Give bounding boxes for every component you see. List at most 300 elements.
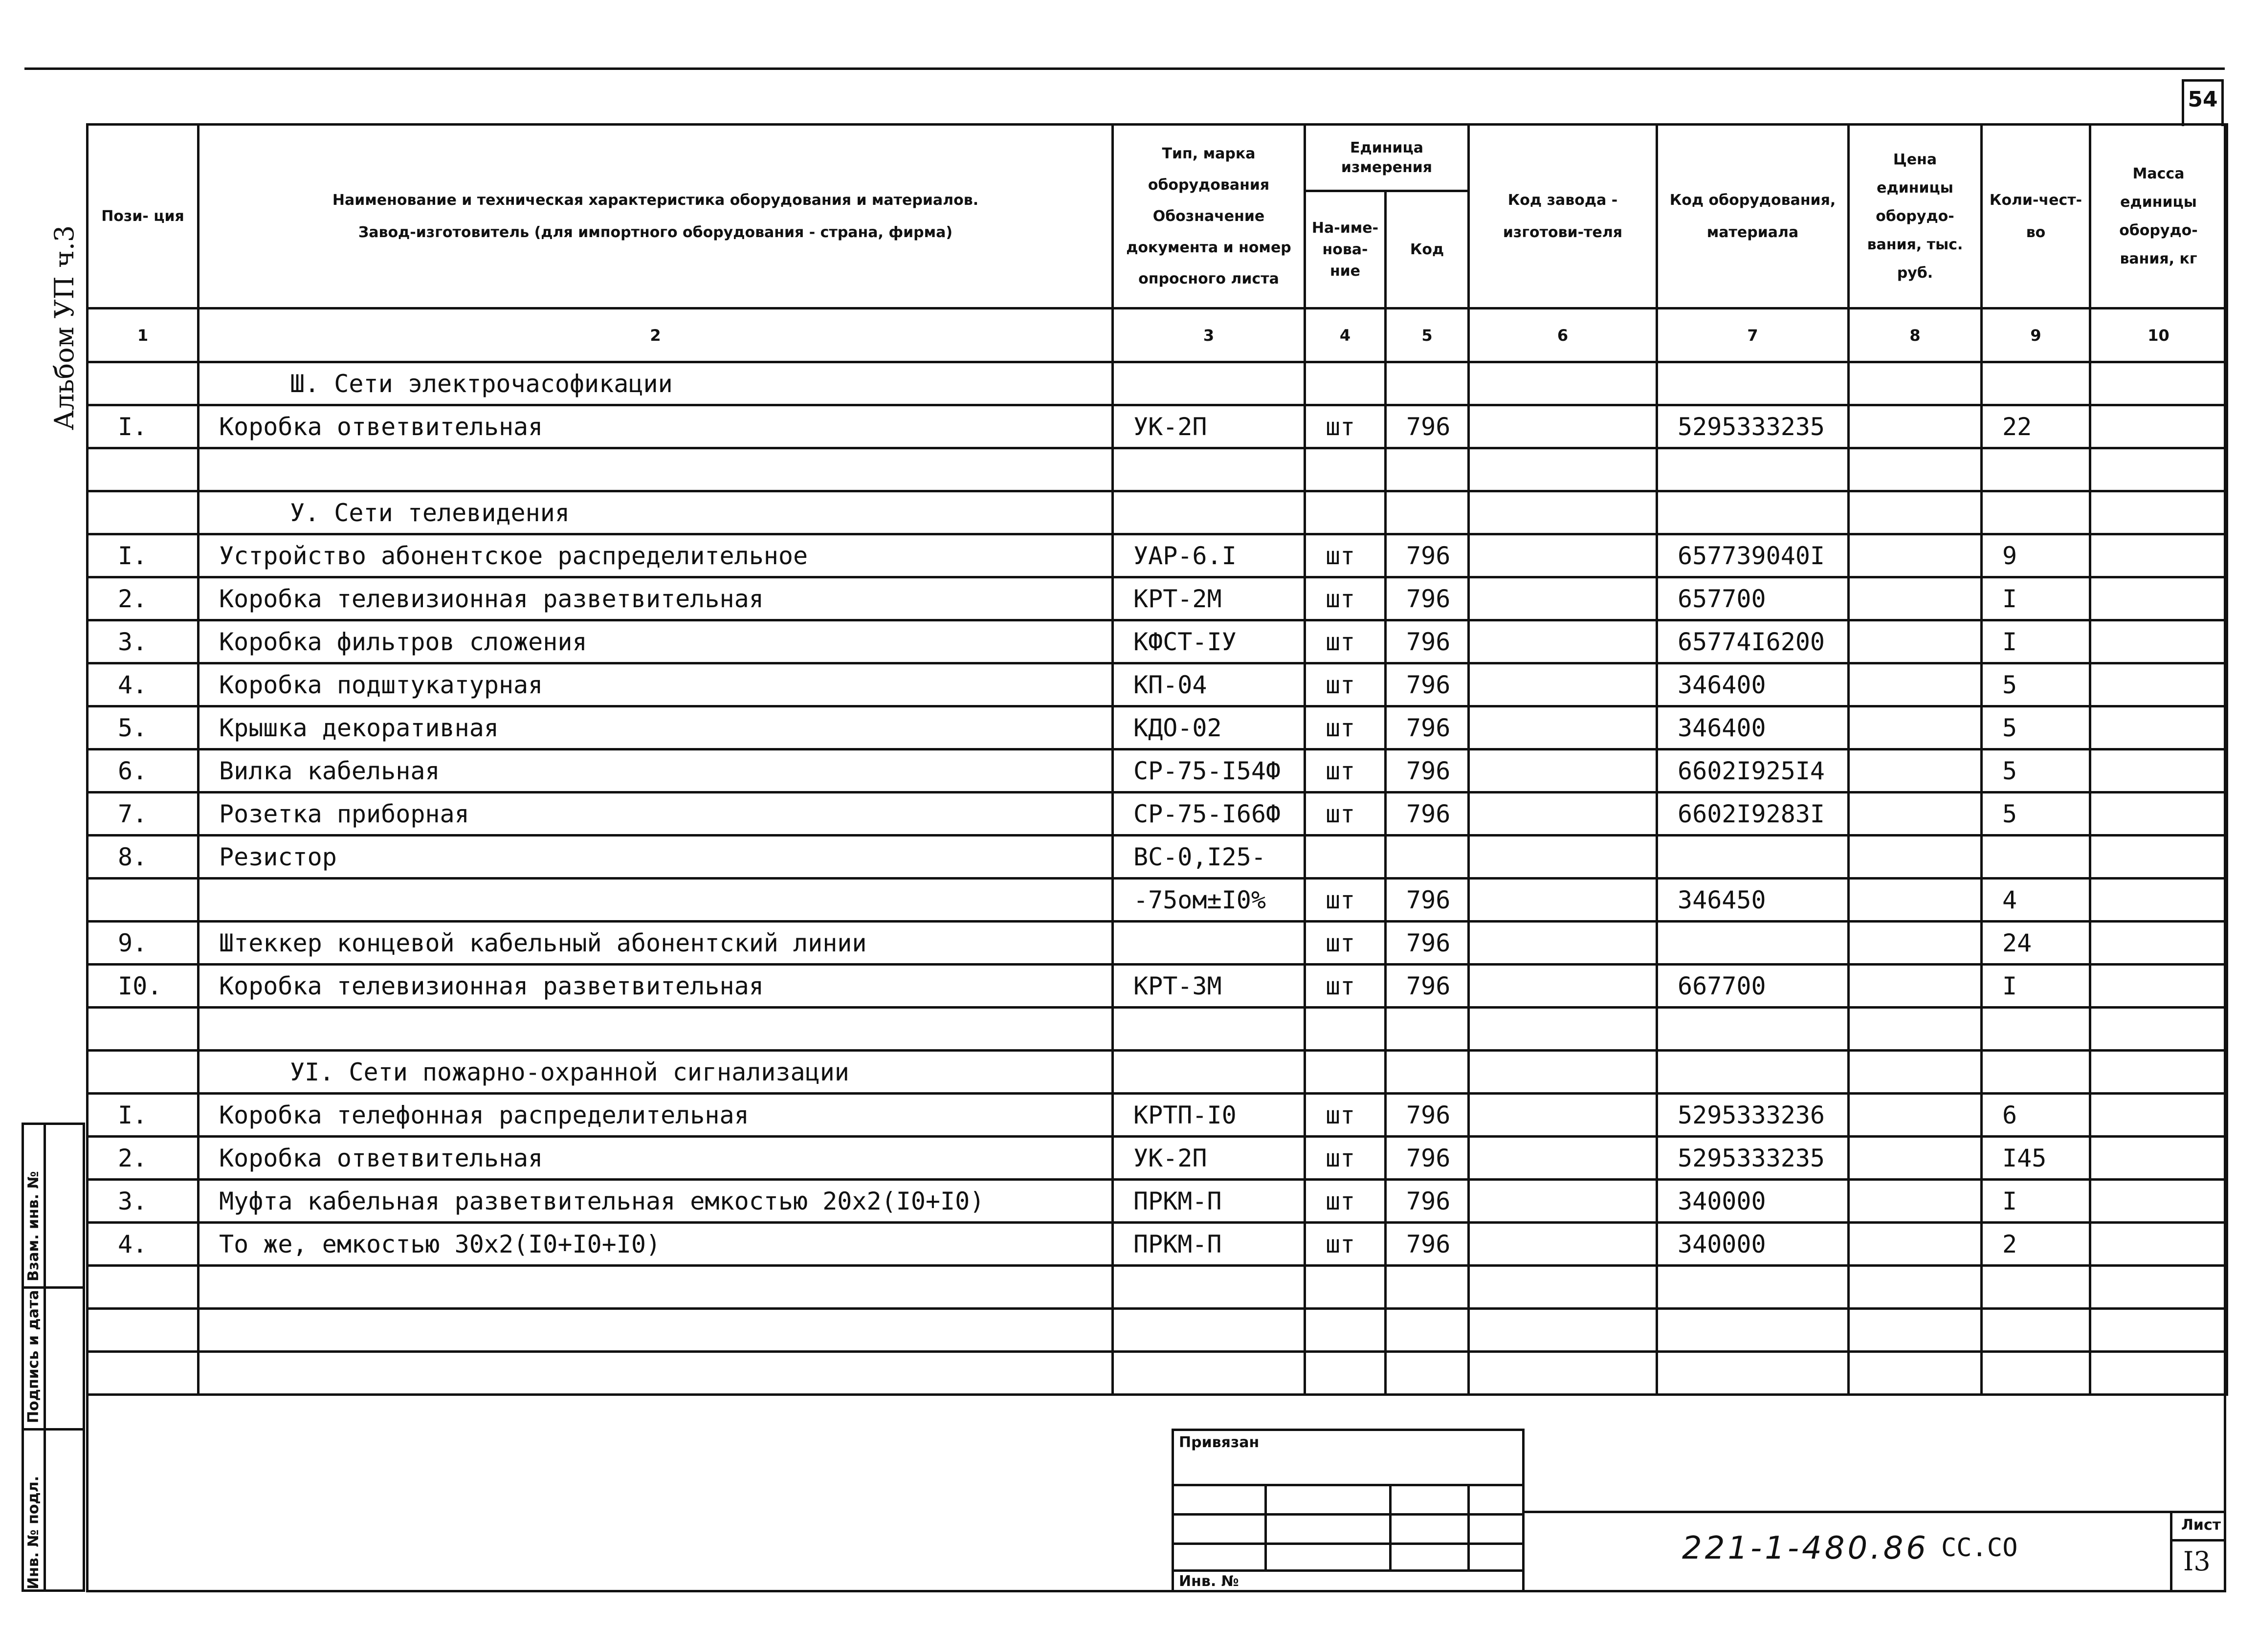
cell-code bbox=[1386, 448, 1469, 491]
cell-code bbox=[1386, 1266, 1469, 1309]
cell-unit bbox=[1305, 1008, 1386, 1051]
cell-code: 796 bbox=[1386, 879, 1469, 922]
cell-mark: УК-2П bbox=[1113, 1137, 1305, 1180]
col-header-4: На-име-нова-ние bbox=[1305, 191, 1386, 308]
cell-price bbox=[1849, 879, 1982, 922]
col-header-5: Код bbox=[1386, 191, 1469, 308]
col-num-1: 1 bbox=[88, 308, 199, 362]
cell-name: Крышка декоративная bbox=[199, 706, 1113, 749]
col-num-10: 10 bbox=[2090, 308, 2227, 362]
sheet-box bbox=[2170, 1511, 2226, 1592]
cell-name: Коробка фильтров сложения bbox=[199, 620, 1113, 663]
sheet-number: 54 bbox=[2188, 87, 2218, 112]
cell-qty bbox=[1982, 1309, 2090, 1352]
col-num-6: 6 bbox=[1469, 308, 1657, 362]
col-header-10: Масса единицы оборудо-вания, кг bbox=[2090, 125, 2227, 308]
cell-qty: I bbox=[1982, 620, 2090, 663]
cell-name: То же, емкостью 30х2(I0+I0+I0) bbox=[199, 1223, 1113, 1266]
cell-name: Коробка телевизионная разветвительная bbox=[199, 577, 1113, 620]
cell-qty: I45 bbox=[1982, 1137, 2090, 1180]
cell-equip_code: 5295333236 bbox=[1657, 1094, 1849, 1137]
col-header-3: Тип, марка оборудования Обозначение документа и номер опросного листа bbox=[1113, 125, 1305, 308]
cell-unit bbox=[1305, 1051, 1386, 1094]
side-stamp-sign: Подпись и дата bbox=[25, 1290, 42, 1423]
cell-unit: шт bbox=[1305, 706, 1386, 749]
col-num-3: 3 bbox=[1113, 308, 1305, 362]
cell-price bbox=[1849, 836, 1982, 879]
cell-price bbox=[1849, 1137, 1982, 1180]
table-row bbox=[88, 1180, 2227, 1223]
cell-mass bbox=[2090, 577, 2227, 620]
cell-qty: 4 bbox=[1982, 879, 2090, 922]
cell-name: Муфта кабельная разветвительная емкостью 20х2(I0+I0) bbox=[199, 1180, 1113, 1223]
cell-mark: КДО-02 bbox=[1113, 706, 1305, 749]
cell-name: Коробка ответвительная bbox=[199, 1137, 1113, 1180]
cell-code: 796 bbox=[1386, 1094, 1469, 1137]
col-header-2: Наименование и техническая характеристика оборудования и материалов. Завод-изготовитель (для импортного оборудования - страна, фирма) bbox=[199, 125, 1113, 308]
cell-mark: СР-75-I54Ф bbox=[1113, 749, 1305, 793]
cell-pos: 5. bbox=[88, 706, 199, 749]
cell-unit: шт bbox=[1305, 663, 1386, 706]
cell-code bbox=[1386, 1008, 1469, 1051]
cell-equip_code: 65774I6200 bbox=[1657, 620, 1849, 663]
table-row bbox=[88, 879, 2227, 922]
side-stamp-replace: Взам. инв. № bbox=[25, 1171, 42, 1281]
blank-row bbox=[88, 1352, 2227, 1395]
cell-mark bbox=[1113, 491, 1305, 534]
cell-name: Коробка телефонная распределительная bbox=[199, 1094, 1113, 1137]
cell-factory bbox=[1469, 448, 1657, 491]
cell-qty bbox=[1982, 1051, 2090, 1094]
cell-price bbox=[1849, 793, 1982, 836]
cell-unit bbox=[1305, 1266, 1386, 1309]
cell-mass bbox=[2090, 836, 2227, 879]
cell-mark: КП-04 bbox=[1113, 663, 1305, 706]
cell-name: Вилка кабельная bbox=[199, 749, 1113, 793]
cell-unit: шт bbox=[1305, 922, 1386, 965]
cell-unit: шт bbox=[1305, 1094, 1386, 1137]
cell-mark bbox=[1113, 1352, 1305, 1395]
cell-factory bbox=[1469, 965, 1657, 1008]
cell-mark: УАР-6.I bbox=[1113, 534, 1305, 577]
table-row bbox=[88, 534, 2227, 577]
col-header-8: Цена единицы оборудо-вания, тыс. руб. bbox=[1849, 125, 1982, 308]
cell-factory bbox=[1469, 793, 1657, 836]
cell-pos: 4. bbox=[88, 1223, 199, 1266]
cell-mass bbox=[2090, 1094, 2227, 1137]
cell-code: 796 bbox=[1386, 577, 1469, 620]
cell-price bbox=[1849, 1180, 1982, 1223]
doc-suffix: СС.СО bbox=[1941, 1533, 2018, 1563]
cell-code: 796 bbox=[1386, 793, 1469, 836]
cell-mark: СР-75-I66Ф bbox=[1113, 793, 1305, 836]
cell-qty bbox=[1982, 448, 2090, 491]
table-row bbox=[88, 965, 2227, 1008]
cell-price bbox=[1849, 362, 1982, 405]
cell-equip_code bbox=[1657, 448, 1849, 491]
cell-mass bbox=[2090, 534, 2227, 577]
cell-equip_code bbox=[1657, 1051, 1849, 1094]
cell-pos: I. bbox=[88, 405, 199, 448]
cell-pos: 8. bbox=[88, 836, 199, 879]
cell-equip_code: 5295333235 bbox=[1657, 1137, 1849, 1180]
cell-qty bbox=[1982, 836, 2090, 879]
cell-code: 796 bbox=[1386, 922, 1469, 965]
cell-mass bbox=[2090, 965, 2227, 1008]
cell-factory bbox=[1469, 879, 1657, 922]
cell-mass bbox=[2090, 362, 2227, 405]
cell-factory bbox=[1469, 620, 1657, 663]
cell-pos: I. bbox=[88, 534, 199, 577]
cell-code: 796 bbox=[1386, 1180, 1469, 1223]
cell-code: 796 bbox=[1386, 749, 1469, 793]
col-num-9: 9 bbox=[1982, 308, 2090, 362]
cell-name bbox=[199, 1309, 1113, 1352]
cell-unit: шт bbox=[1305, 965, 1386, 1008]
cell-mark bbox=[1113, 1309, 1305, 1352]
top-rule bbox=[24, 67, 2225, 70]
cell-unit bbox=[1305, 836, 1386, 879]
cell-pos bbox=[88, 491, 199, 534]
cell-equip_code: 340000 bbox=[1657, 1180, 1849, 1223]
cell-unit: шт bbox=[1305, 1137, 1386, 1180]
cell-qty: I bbox=[1982, 965, 2090, 1008]
cell-pos bbox=[88, 1008, 199, 1051]
frame-bottom bbox=[86, 1590, 2226, 1592]
cell-mass bbox=[2090, 749, 2227, 793]
cell-mass bbox=[2090, 1180, 2227, 1223]
cell-factory bbox=[1469, 663, 1657, 706]
cell-pos: 4. bbox=[88, 663, 199, 706]
cell-factory bbox=[1469, 1008, 1657, 1051]
cell-unit bbox=[1305, 1352, 1386, 1395]
table-row bbox=[88, 1094, 2227, 1137]
cell-name: Коробка подштукатурная bbox=[199, 663, 1113, 706]
cell-mark: КРТП-I0 bbox=[1113, 1094, 1305, 1137]
section-title: Ш. Сети электрочасофикации bbox=[199, 362, 1113, 405]
cell-mass bbox=[2090, 448, 2227, 491]
cell-price bbox=[1849, 620, 1982, 663]
cell-unit: шт bbox=[1305, 879, 1386, 922]
cell-equip_code bbox=[1657, 1266, 1849, 1309]
cell-unit: шт bbox=[1305, 793, 1386, 836]
cell-mark: КРТ-2М bbox=[1113, 577, 1305, 620]
attached-stamp bbox=[1172, 1429, 1525, 1592]
cell-price bbox=[1849, 706, 1982, 749]
cell-unit: шт bbox=[1305, 534, 1386, 577]
cell-qty bbox=[1982, 362, 2090, 405]
col-num-4: 4 bbox=[1305, 308, 1386, 362]
cell-mass bbox=[2090, 793, 2227, 836]
cell-name bbox=[199, 879, 1113, 922]
cell-name: Штеккер концевой кабельный абонентский линии bbox=[199, 922, 1113, 965]
spec-table bbox=[86, 123, 2228, 1396]
cell-name bbox=[199, 1008, 1113, 1051]
cell-qty: 24 bbox=[1982, 922, 2090, 965]
cell-pos bbox=[88, 1266, 199, 1309]
col-header-7: Код оборудования, материала bbox=[1657, 125, 1849, 308]
cell-qty: I bbox=[1982, 1180, 2090, 1223]
cell-factory bbox=[1469, 1223, 1657, 1266]
cell-mass bbox=[2090, 1352, 2227, 1395]
cell-code bbox=[1386, 1352, 1469, 1395]
cell-name bbox=[199, 1266, 1113, 1309]
cell-price bbox=[1849, 1223, 1982, 1266]
section-title: УI. Сети пожарно-охранной сигнализации bbox=[199, 1051, 1113, 1094]
cell-equip_code bbox=[1657, 922, 1849, 965]
blank-row bbox=[88, 1008, 2227, 1051]
unit-group-header: Единица измерения bbox=[1305, 125, 1469, 191]
cell-unit bbox=[1305, 1309, 1386, 1352]
cell-pos: 2. bbox=[88, 1137, 199, 1180]
cell-price bbox=[1849, 1352, 1982, 1395]
cell-pos: I. bbox=[88, 1094, 199, 1137]
cell-qty: 22 bbox=[1982, 405, 2090, 448]
cell-pos bbox=[88, 1051, 199, 1094]
table-row bbox=[88, 1223, 2227, 1266]
cell-pos: 3. bbox=[88, 620, 199, 663]
cell-factory bbox=[1469, 577, 1657, 620]
cell-price bbox=[1849, 965, 1982, 1008]
cell-qty: 5 bbox=[1982, 749, 2090, 793]
col-num-5: 5 bbox=[1386, 308, 1469, 362]
cell-mass bbox=[2090, 1266, 2227, 1309]
cell-factory bbox=[1469, 534, 1657, 577]
table-row bbox=[88, 405, 2227, 448]
frame-right bbox=[2224, 123, 2226, 1592]
cell-name: Коробка ответвительная bbox=[199, 405, 1113, 448]
cell-mass bbox=[2090, 491, 2227, 534]
doc-code: 221-1-480.86 bbox=[1682, 1530, 1929, 1566]
section-row bbox=[88, 362, 2227, 405]
cell-factory bbox=[1469, 1309, 1657, 1352]
cell-mass bbox=[2090, 1137, 2227, 1180]
cell-mark bbox=[1113, 448, 1305, 491]
cell-qty bbox=[1982, 1266, 2090, 1309]
cell-price bbox=[1849, 448, 1982, 491]
table-row bbox=[88, 836, 2227, 879]
cell-price bbox=[1849, 1051, 1982, 1094]
cell-factory bbox=[1469, 1352, 1657, 1395]
cell-name: Резистор bbox=[199, 836, 1113, 879]
cell-price bbox=[1849, 577, 1982, 620]
inv-label: Инв. № bbox=[1179, 1573, 1239, 1590]
sheet-value: I3 bbox=[2183, 1546, 2211, 1577]
table-row bbox=[88, 663, 2227, 706]
cell-equip_code bbox=[1657, 1008, 1849, 1051]
cell-equip_code bbox=[1657, 1352, 1849, 1395]
cell-pos bbox=[88, 879, 199, 922]
cell-mass bbox=[2090, 1309, 2227, 1352]
cell-mark bbox=[1113, 1266, 1305, 1309]
blank-row bbox=[88, 1266, 2227, 1309]
table-row bbox=[88, 1137, 2227, 1180]
cell-equip_code bbox=[1657, 836, 1849, 879]
cell-code: 796 bbox=[1386, 534, 1469, 577]
cell-equip_code: 340000 bbox=[1657, 1223, 1849, 1266]
cell-equip_code bbox=[1657, 1309, 1849, 1352]
cell-unit: шт bbox=[1305, 620, 1386, 663]
table-row bbox=[88, 706, 2227, 749]
cell-name: Розетка приборная bbox=[199, 793, 1113, 836]
frame-left bbox=[86, 123, 89, 1592]
cell-factory bbox=[1469, 1094, 1657, 1137]
cell-unit: шт bbox=[1305, 405, 1386, 448]
cell-factory bbox=[1469, 491, 1657, 534]
cell-price bbox=[1849, 749, 1982, 793]
cell-equip_code: 657739040I bbox=[1657, 534, 1849, 577]
section-row bbox=[88, 491, 2227, 534]
cell-price bbox=[1849, 534, 1982, 577]
cell-factory bbox=[1469, 922, 1657, 965]
cell-mass bbox=[2090, 922, 2227, 965]
cell-price bbox=[1849, 1094, 1982, 1137]
cell-qty: 5 bbox=[1982, 706, 2090, 749]
cell-pos: 2. bbox=[88, 577, 199, 620]
cell-qty: 2 bbox=[1982, 1223, 2090, 1266]
cell-mass bbox=[2090, 405, 2227, 448]
cell-price bbox=[1849, 1309, 1982, 1352]
cell-pos: 3. bbox=[88, 1180, 199, 1223]
cell-pos bbox=[88, 362, 199, 405]
table-row bbox=[88, 749, 2227, 793]
cell-mark: ПРКМ-П bbox=[1113, 1180, 1305, 1223]
cell-mass bbox=[2090, 1051, 2227, 1094]
cell-code bbox=[1386, 362, 1469, 405]
table-row bbox=[88, 922, 2227, 965]
cell-qty: 9 bbox=[1982, 534, 2090, 577]
cell-code: 796 bbox=[1386, 965, 1469, 1008]
cell-factory bbox=[1469, 405, 1657, 448]
cell-mark: КФСТ-IУ bbox=[1113, 620, 1305, 663]
cell-price bbox=[1849, 1008, 1982, 1051]
cell-mark bbox=[1113, 922, 1305, 965]
cell-equip_code: 346400 bbox=[1657, 663, 1849, 706]
cell-equip_code bbox=[1657, 491, 1849, 534]
cell-factory bbox=[1469, 1051, 1657, 1094]
table-row bbox=[88, 577, 2227, 620]
cell-price bbox=[1849, 405, 1982, 448]
cell-equip_code: 5295333235 bbox=[1657, 405, 1849, 448]
cell-name bbox=[199, 1352, 1113, 1395]
cell-pos: 9. bbox=[88, 922, 199, 965]
cell-equip_code: 346450 bbox=[1657, 879, 1849, 922]
section-row bbox=[88, 1051, 2227, 1094]
cell-unit bbox=[1305, 362, 1386, 405]
cell-mark: УК-2П bbox=[1113, 405, 1305, 448]
cell-factory bbox=[1469, 749, 1657, 793]
attached-label: Привязан bbox=[1179, 1434, 1260, 1451]
cell-mark bbox=[1113, 1008, 1305, 1051]
cell-equip_code: 657700 bbox=[1657, 577, 1849, 620]
cell-equip_code: 667700 bbox=[1657, 965, 1849, 1008]
cell-factory bbox=[1469, 1137, 1657, 1180]
cell-mark: -75ом±I0% bbox=[1113, 879, 1305, 922]
cell-pos: I0. bbox=[88, 965, 199, 1008]
cell-mass bbox=[2090, 706, 2227, 749]
cell-pos bbox=[88, 448, 199, 491]
cell-mass bbox=[2090, 879, 2227, 922]
col-header-9: Коли-чест-во bbox=[1982, 125, 2090, 308]
cell-factory bbox=[1469, 1180, 1657, 1223]
cell-qty bbox=[1982, 1008, 2090, 1051]
cell-pos bbox=[88, 1352, 199, 1395]
cell-price bbox=[1849, 922, 1982, 965]
cell-qty: 6 bbox=[1982, 1094, 2090, 1137]
cell-pos: 6. bbox=[88, 749, 199, 793]
col-num-8: 8 bbox=[1849, 308, 1982, 362]
cell-mass bbox=[2090, 663, 2227, 706]
cell-price bbox=[1849, 491, 1982, 534]
cell-code: 796 bbox=[1386, 706, 1469, 749]
cell-pos: 7. bbox=[88, 793, 199, 836]
cell-factory bbox=[1469, 362, 1657, 405]
table-row bbox=[88, 793, 2227, 836]
cell-mark: КРТ-3М bbox=[1113, 965, 1305, 1008]
cell-factory bbox=[1469, 836, 1657, 879]
side-stamp-inv: Инв. № подл. bbox=[25, 1476, 42, 1589]
blank-row bbox=[88, 448, 2227, 491]
cell-code: 796 bbox=[1386, 663, 1469, 706]
cell-mass bbox=[2090, 1223, 2227, 1266]
album-label: Альбом УП ч.3 bbox=[49, 225, 80, 430]
cell-mark bbox=[1113, 362, 1305, 405]
blank-row bbox=[88, 1309, 2227, 1352]
cell-name bbox=[199, 448, 1113, 491]
cell-code bbox=[1386, 491, 1469, 534]
cell-code bbox=[1386, 1051, 1469, 1094]
cell-code: 796 bbox=[1386, 620, 1469, 663]
cell-price bbox=[1849, 1266, 1982, 1309]
cell-unit bbox=[1305, 448, 1386, 491]
cell-code bbox=[1386, 836, 1469, 879]
title-strip-line bbox=[1525, 1511, 2226, 1513]
cell-name: Коробка телевизионная разветвительная bbox=[199, 965, 1113, 1008]
section-title: У. Сети телевидения bbox=[199, 491, 1113, 534]
cell-unit: шт bbox=[1305, 749, 1386, 793]
col-num-2: 2 bbox=[199, 308, 1113, 362]
cell-qty: 5 bbox=[1982, 663, 2090, 706]
cell-mass bbox=[2090, 620, 2227, 663]
cell-qty bbox=[1982, 491, 2090, 534]
cell-unit bbox=[1305, 491, 1386, 534]
cell-code bbox=[1386, 1309, 1469, 1352]
table-row bbox=[88, 620, 2227, 663]
cell-code: 796 bbox=[1386, 1137, 1469, 1180]
cell-price bbox=[1849, 663, 1982, 706]
cell-equip_code: 346400 bbox=[1657, 706, 1849, 749]
cell-factory bbox=[1469, 706, 1657, 749]
cell-name: Устройство абонентское распределительное bbox=[199, 534, 1113, 577]
cell-mark: ПРКМ-П bbox=[1113, 1223, 1305, 1266]
sheet-label: Лист bbox=[2181, 1517, 2221, 1534]
side-stamp bbox=[22, 1123, 85, 1592]
cell-mark bbox=[1113, 1051, 1305, 1094]
cell-unit: шт bbox=[1305, 1223, 1386, 1266]
cell-mass bbox=[2090, 1008, 2227, 1051]
cell-code: 796 bbox=[1386, 1223, 1469, 1266]
cell-factory bbox=[1469, 1266, 1657, 1309]
cell-pos bbox=[88, 1309, 199, 1352]
col-header-1: Пози- ция bbox=[88, 125, 199, 308]
col-header-6: Код завода - изготови-теля bbox=[1469, 125, 1657, 308]
cell-qty: 5 bbox=[1982, 793, 2090, 836]
cell-qty: I bbox=[1982, 577, 2090, 620]
cell-code: 796 bbox=[1386, 405, 1469, 448]
cell-equip_code: 6602I925I4 bbox=[1657, 749, 1849, 793]
cell-unit: шт bbox=[1305, 577, 1386, 620]
cell-mark: ВС-0,I25- bbox=[1113, 836, 1305, 879]
